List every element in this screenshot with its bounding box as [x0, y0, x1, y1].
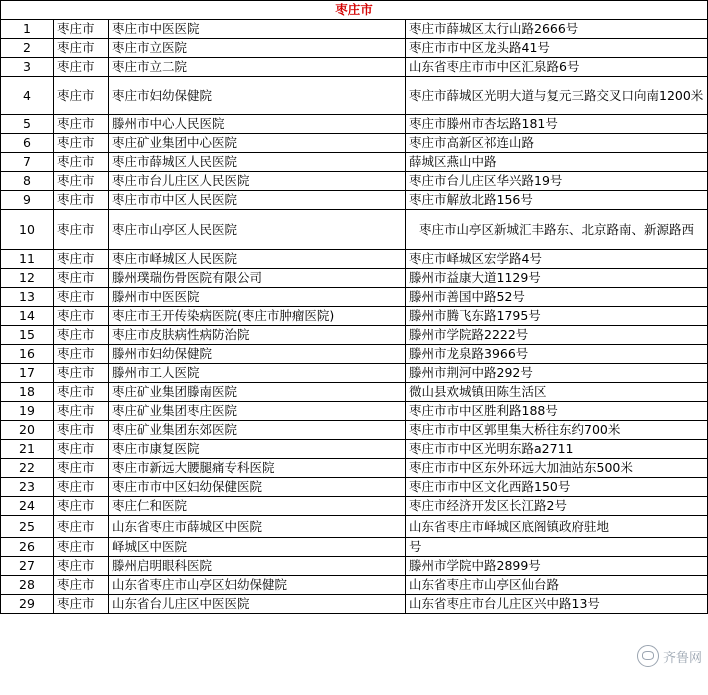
row-number: 19	[1, 402, 54, 421]
row-number: 12	[1, 269, 54, 288]
table-row	[1, 326, 708, 345]
speech-bubble-icon	[637, 645, 659, 667]
row-hospital-name: 滕州市中医医院	[109, 288, 406, 307]
row-city: 枣庄市	[54, 595, 109, 614]
row-address: 山东省枣庄市市中区汇泉路6号	[406, 58, 708, 77]
row-number: 11	[1, 250, 54, 269]
row-city: 枣庄市	[54, 421, 109, 440]
row-hospital-name: 枣庄市妇幼保健院	[109, 77, 406, 115]
table-row	[1, 20, 708, 39]
row-address: 微山县欢城镇田陈生活区	[406, 383, 708, 402]
table-row	[1, 172, 708, 191]
table-row	[1, 134, 708, 153]
row-city: 枣庄市	[54, 288, 109, 307]
row-city: 枣庄市	[54, 557, 109, 576]
row-address: 枣庄市滕州市杏坛路181号	[406, 115, 708, 134]
row-hospital-name: 滕州璞瑞伤骨医院有限公司	[109, 269, 406, 288]
table-row	[1, 516, 708, 538]
row-address: 滕州市腾飞东路1795号	[406, 307, 708, 326]
row-number: 20	[1, 421, 54, 440]
row-hospital-name: 枣庄仁和医院	[109, 497, 406, 516]
row-address: 枣庄市市中区胜利路188号	[406, 402, 708, 421]
row-address: 枣庄市薛城区太行山路2666号	[406, 20, 708, 39]
row-number: 10	[1, 210, 54, 250]
row-address: 滕州市学院路2222号	[406, 326, 708, 345]
row-city: 枣庄市	[54, 191, 109, 210]
row-number: 1	[1, 20, 54, 39]
row-hospital-name: 枣庄市台儿庄区人民医院	[109, 172, 406, 191]
table-row	[1, 58, 708, 77]
row-number: 25	[1, 516, 54, 538]
table-row	[1, 269, 708, 288]
row-number: 27	[1, 557, 54, 576]
row-city: 枣庄市	[54, 115, 109, 134]
row-address: 滕州市龙泉路3966号	[406, 345, 708, 364]
table-row	[1, 115, 708, 134]
table-row	[1, 478, 708, 497]
row-city: 枣庄市	[54, 210, 109, 250]
row-number: 4	[1, 77, 54, 115]
row-address: 山东省枣庄市峄城区底阁镇政府驻地	[406, 516, 708, 538]
row-number: 17	[1, 364, 54, 383]
row-hospital-name: 枣庄市康复医院	[109, 440, 406, 459]
row-number: 16	[1, 345, 54, 364]
row-address: 薛城区燕山中路	[406, 153, 708, 172]
row-hospital-name: 枣庄市薛城区人民医院	[109, 153, 406, 172]
row-city: 枣庄市	[54, 364, 109, 383]
row-city: 枣庄市	[54, 538, 109, 557]
row-address: 枣庄市台儿庄区华兴路19号	[406, 172, 708, 191]
table-row	[1, 595, 708, 614]
row-number: 2	[1, 39, 54, 58]
row-city: 枣庄市	[54, 39, 109, 58]
row-hospital-name: 枣庄市中医医院	[109, 20, 406, 39]
row-address: 枣庄市市中区文化西路150号	[406, 478, 708, 497]
row-number: 22	[1, 459, 54, 478]
row-address: 枣庄市高新区祁连山路	[406, 134, 708, 153]
row-city: 枣庄市	[54, 345, 109, 364]
table-row	[1, 557, 708, 576]
row-number: 9	[1, 191, 54, 210]
row-hospital-name: 枣庄矿业集团滕南医院	[109, 383, 406, 402]
row-hospital-name: 滕州市工人医院	[109, 364, 406, 383]
row-number: 14	[1, 307, 54, 326]
row-address: 枣庄市市中区光明东路a2711	[406, 440, 708, 459]
row-number: 7	[1, 153, 54, 172]
row-hospital-name: 滕州市中心人民医院	[109, 115, 406, 134]
row-city: 枣庄市	[54, 459, 109, 478]
row-hospital-name: 枣庄市新远大腰腿痛专科医院	[109, 459, 406, 478]
row-address: 枣庄市山亭区新城汇丰路东、北京路南、新源路西	[406, 210, 708, 250]
watermark	[637, 645, 702, 667]
row-address: 滕州市荆河中路292号	[406, 364, 708, 383]
row-address: 枣庄市峄城区宏学路4号	[406, 250, 708, 269]
row-city: 枣庄市	[54, 172, 109, 191]
table-row	[1, 576, 708, 595]
row-hospital-name: 枣庄市皮肤病性病防治院	[109, 326, 406, 345]
table-row	[1, 191, 708, 210]
row-number: 6	[1, 134, 54, 153]
row-number: 23	[1, 478, 54, 497]
row-city: 枣庄市	[54, 269, 109, 288]
row-city: 枣庄市	[54, 516, 109, 538]
table-row	[1, 153, 708, 172]
table-row	[1, 77, 708, 115]
row-city: 枣庄市	[54, 402, 109, 421]
row-city: 枣庄市	[54, 134, 109, 153]
row-number: 21	[1, 440, 54, 459]
row-city: 枣庄市	[54, 153, 109, 172]
row-number: 15	[1, 326, 54, 345]
row-number: 29	[1, 595, 54, 614]
row-number: 26	[1, 538, 54, 557]
table-row	[1, 497, 708, 516]
table-row	[1, 364, 708, 383]
row-address: 枣庄市薛城区光明大道与复元三路交叉口向南1200米	[406, 77, 708, 115]
row-number: 5	[1, 115, 54, 134]
row-address: 枣庄市经济开发区长江路2号	[406, 497, 708, 516]
table-row	[1, 345, 708, 364]
table-row	[1, 39, 708, 58]
row-city: 枣庄市	[54, 326, 109, 345]
row-address: 枣庄市市中区东外环远大加油站东500米	[406, 459, 708, 478]
row-hospital-name: 枣庄市市中区妇幼保健医院	[109, 478, 406, 497]
row-city: 枣庄市	[54, 250, 109, 269]
row-hospital-name: 枣庄市王开传染病医院(枣庄市肿瘤医院)	[109, 307, 406, 326]
title-row	[1, 1, 708, 20]
row-address: 滕州市益康大道1129号	[406, 269, 708, 288]
row-hospital-name: 山东省枣庄市山亭区妇幼保健院	[109, 576, 406, 595]
table-row	[1, 210, 708, 250]
row-city: 枣庄市	[54, 440, 109, 459]
table-row	[1, 440, 708, 459]
table-row	[1, 538, 708, 557]
row-address: 滕州市善国中路52号	[406, 288, 708, 307]
row-number: 18	[1, 383, 54, 402]
row-address: 枣庄市市中区龙头路41号	[406, 39, 708, 58]
table-row	[1, 421, 708, 440]
row-number: 3	[1, 58, 54, 77]
row-city: 枣庄市	[54, 576, 109, 595]
table-title: 枣庄市	[1, 1, 708, 20]
table-row	[1, 383, 708, 402]
row-city: 枣庄市	[54, 497, 109, 516]
row-address: 枣庄市市中区郭里集大桥往东约700米	[406, 421, 708, 440]
row-hospital-name: 枣庄市山亭区人民医院	[109, 210, 406, 250]
watermark-text: 齐鲁网	[662, 650, 702, 666]
row-city: 枣庄市	[54, 58, 109, 77]
row-address: 滕州市学院中路2899号	[406, 557, 708, 576]
table-row	[1, 288, 708, 307]
row-hospital-name: 山东省枣庄市薛城区中医院	[109, 516, 406, 538]
row-address: 号	[406, 538, 708, 557]
row-hospital-name: 山东省台儿庄区中医医院	[109, 595, 406, 614]
row-address: 山东省枣庄市山亭区仙台路	[406, 576, 708, 595]
table-row	[1, 459, 708, 478]
row-city: 枣庄市	[54, 20, 109, 39]
table-row	[1, 307, 708, 326]
row-hospital-name: 枣庄市立二院	[109, 58, 406, 77]
row-hospital-name: 枣庄市立医院	[109, 39, 406, 58]
row-number: 24	[1, 497, 54, 516]
row-number: 28	[1, 576, 54, 595]
row-hospital-name: 枣庄矿业集团东郊医院	[109, 421, 406, 440]
row-number: 13	[1, 288, 54, 307]
table-row	[1, 250, 708, 269]
row-address: 枣庄市解放北路156号	[406, 191, 708, 210]
row-hospital-name: 枣庄市市中区人民医院	[109, 191, 406, 210]
row-city: 枣庄市	[54, 77, 109, 115]
row-city: 枣庄市	[54, 383, 109, 402]
table-row	[1, 402, 708, 421]
row-address: 山东省枣庄市台儿庄区兴中路13号	[406, 595, 708, 614]
row-hospital-name: 枣庄市峄城区人民医院	[109, 250, 406, 269]
row-hospital-name: 枣庄矿业集团中心医院	[109, 134, 406, 153]
row-hospital-name: 滕州市妇幼保健院	[109, 345, 406, 364]
row-hospital-name: 峄城区中医院	[109, 538, 406, 557]
row-number: 8	[1, 172, 54, 191]
row-hospital-name: 滕州启明眼科医院	[109, 557, 406, 576]
row-hospital-name: 枣庄矿业集团枣庄医院	[109, 402, 406, 421]
row-city: 枣庄市	[54, 478, 109, 497]
row-city: 枣庄市	[54, 307, 109, 326]
